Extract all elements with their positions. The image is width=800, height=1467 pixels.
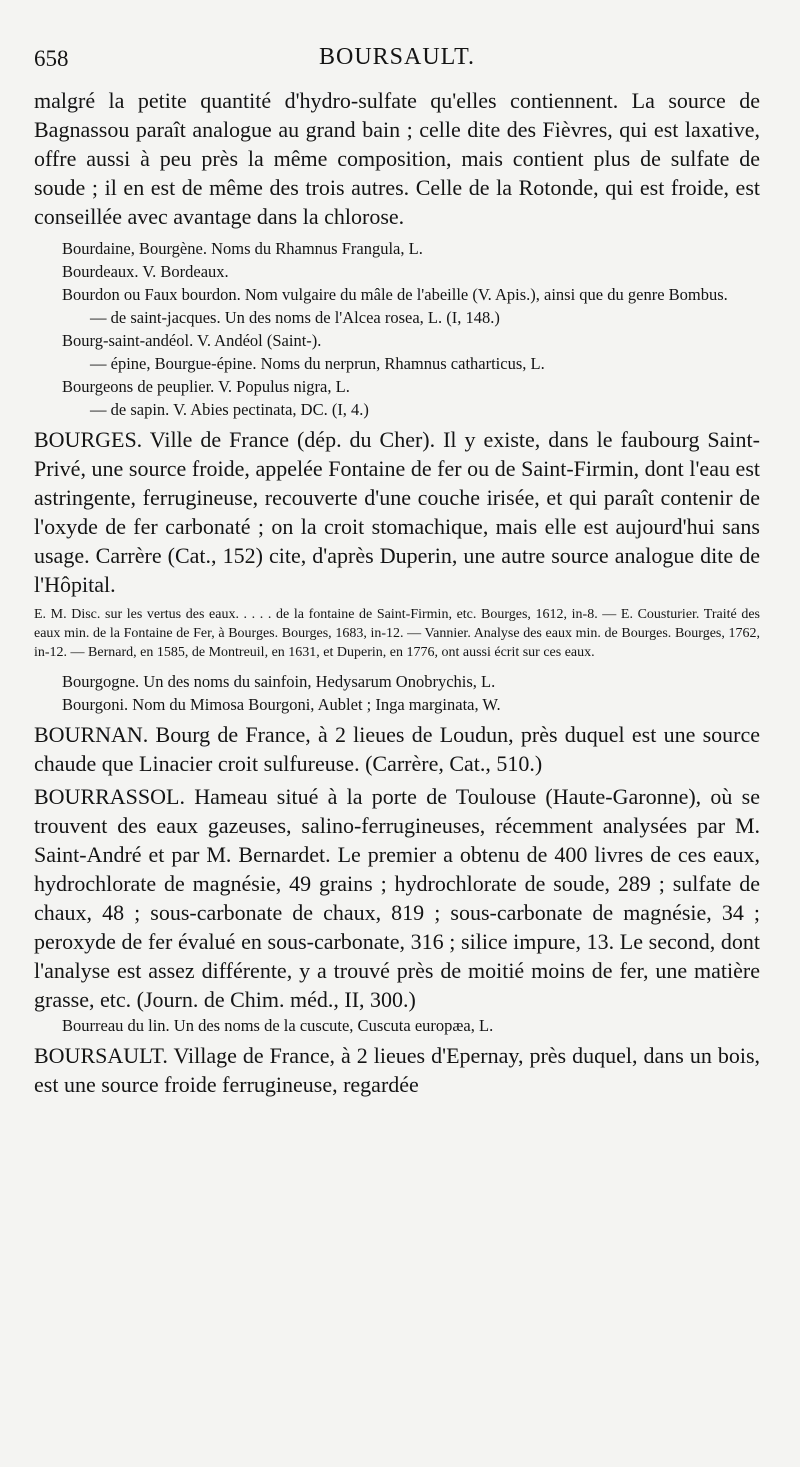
page-header [34, 38, 760, 86]
entry-bourreau-du-lin: Bourreau du lin. Un des noms de la cuscute, Cuscuta europæa, L. [62, 1016, 494, 1035]
entry-bourrassol: BOURRASSOL. Hameau situé à la porte de Toulouse (Haute-Garonne), où se trouvent des eaux gazeuses, salino-ferrugineuses, récemment analysées par M. Saint-André et par M. Bernardet. Le premier a obtenu de 400 livres de ces eaux, hydrochlorate de magnésie, 49 grains ; hydrochlorate de soude, 289 ; sulfate de chaux, 48 ; sous-carbonate de chaux, 819 ; sous-carbonate de magnésie, 34 ; peroxyde de fer évalué en sous-carbonate, 316 ; silice impure, 13. Le second, dont l'analyse est assez différente, y a trouvé près de moitié moins de fer, une matière grasse, etc. (Journ. de Chim. méd., II, 300.) [34, 784, 760, 1012]
entry-bourdeaux: Bourdeaux. V. Bordeaux. [62, 262, 229, 281]
page-body [34, 86, 760, 1099]
entry-bourges: BOURGES. Ville de France (dép. du Cher). Il y existe, dans le faubourg Saint-Privé, une source froide, appelée Fontaine de fer ou de Saint-Firmin, dont l'eau est astringente, ferrugineuse, recouverte d'une couche irisée, et qui paraît contenir de l'oxyde de fer carbonaté ; on la croit stomachique, mais elle est aujourd'hui sans usage. Carrère (Cat., 152) cite, d'après Duperin, une autre source analogue dite de l'Hôpital. [34, 427, 760, 597]
entry-bourdon: Bourdon ou Faux bourdon. Nom vulgaire du mâle de l'abeille (V. Apis.), ainsi que du genre Bombus. [62, 285, 728, 304]
entry-bourg-saint-andeol: Bourg-saint-andéol. V. Andéol (Saint-). [62, 331, 322, 350]
page-number: 658 [34, 46, 69, 71]
entry-bourdon-saint-jacques: — de saint-jacques. Un des noms de l'Alcea rosea, L. (I, 148.) [90, 308, 500, 327]
entry-bourgeons-peuplier: Bourgeons de peuplier. V. Populus nigra, L. [62, 377, 350, 396]
entry-bourg-epine: — épine, Bourgue-épine. Noms du nerprun, Rhamnus catharticus, L. [90, 354, 545, 373]
entry-boursault: BOURSAULT. Village de France, à 2 lieues d'Epernay, près duquel, dans un bois, est une source froide ferrugineuse, regardée [34, 1043, 760, 1097]
entry-bournan: BOURNAN. Bourg de France, à 2 lieues de Loudun, près duquel est une source chaude que Linacier croit sulfureuse. (Carrère, Cat., 510.) [34, 722, 760, 776]
running-head: BOURSAULT. [318, 44, 476, 70]
entry-bourgoni: Bourgoni. Nom du Mimosa Bourgoni, Aublet ; Inga marginata, W. [62, 695, 501, 714]
entry-bourgogne: Bourgogne. Un des noms du sainfoin, Hedysarum Onobrychis, L. [62, 672, 496, 691]
paragraph-continuation: malgré la petite quantité d'hydro-sulfate qu'elles contiennent. La source de Bagnassou paraît analogue au grand bain ; celle dite des Fièvres, qui est laxative, offre aussi à peu près la même composition, mais contient plus de sulfate de soude ; il en est de même des trois autres. Celle de la Rotonde, qui est froide, est conseillée avec avantage dans la chlorose. [34, 88, 760, 229]
entry-bourdaine: Bourdaine, Bourgène. Noms du Rhamnus Frangula, L. [62, 239, 423, 258]
references-bourges: E. M. Disc. sur les vertus des eaux. . . . . de la fontaine de Saint-Firmin, etc. Bourges, 1612, in-8. — E. Cousturier. Traité des eaux min. de la Fontaine de Fer, à Bourges. Bourges, 1683, in-12. — Vannier. Analyse des eaux min. de Bourges. Bourges, 1762, in-12. — Bernard, en 1585, de Montreuil, en 1631, et Duperin, en 1776, ont aussi écrit sur ces eaux. [34, 607, 760, 660]
entry-bourgeons-sapin: — de sapin. V. Abies pectinata, DC. (I, 4.) [90, 400, 369, 419]
